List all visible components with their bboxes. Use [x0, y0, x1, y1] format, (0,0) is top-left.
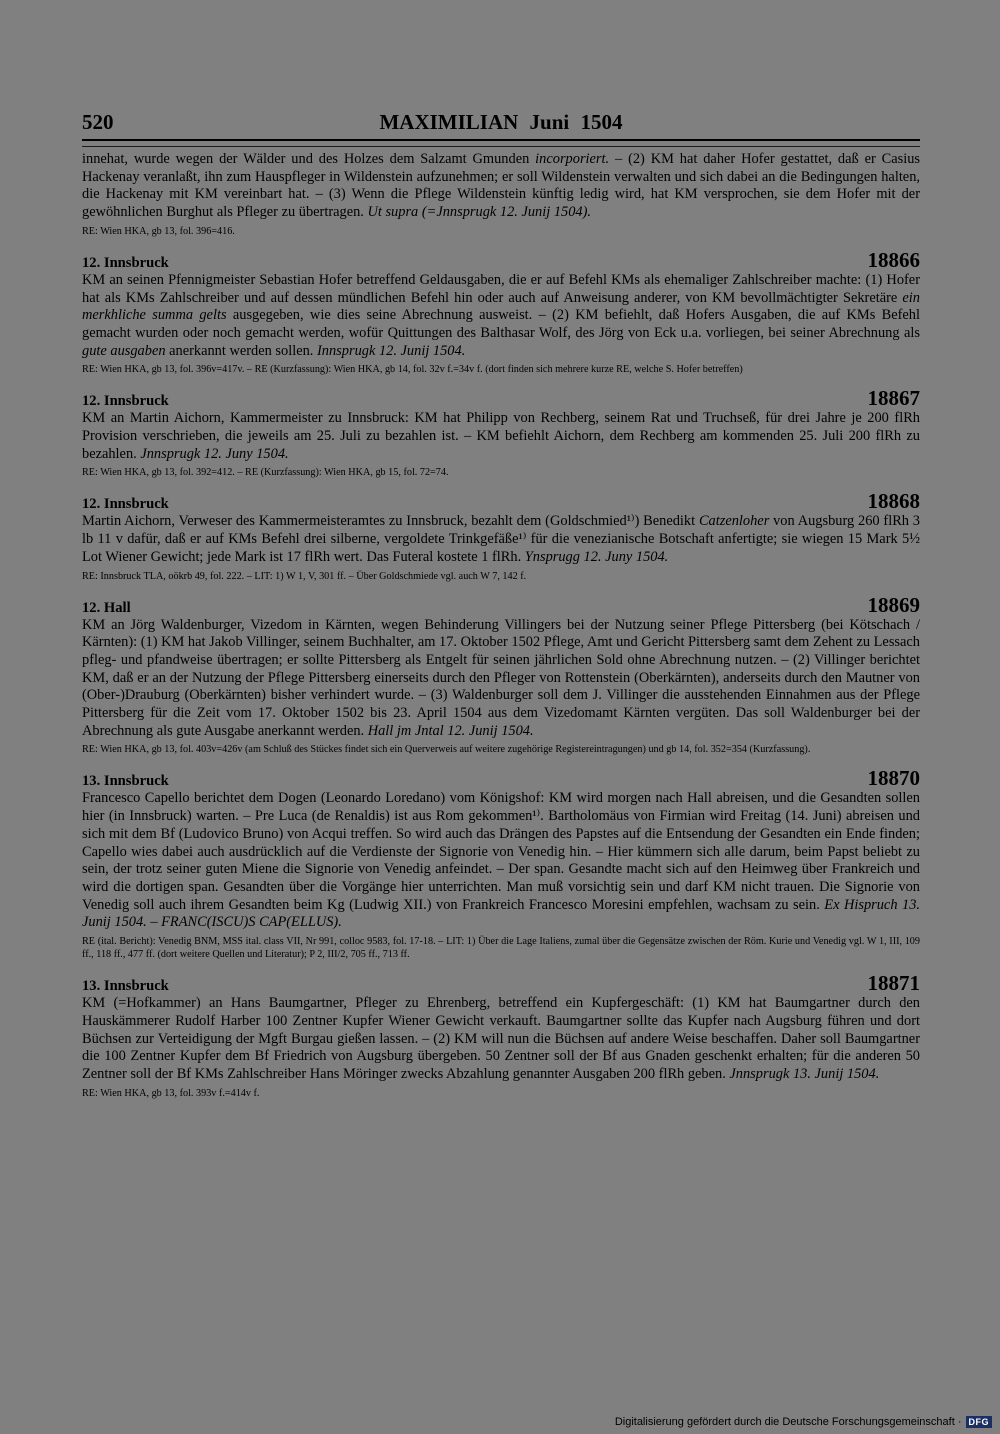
entry-re: RE: Wien HKA, gb 13, fol. 403v=426v (am Schluß des Stückes findet sich ein Querverweis auf weitere zugehörige Registereintragungen) und gb 14, fol. 352=354 (Kurzfassung).: [82, 744, 811, 756]
entry-text-a: Martin Aichorn, Verweser des Kammermeisteramtes zu Innsbruck, bezahlt dem (Goldschmied¹⁾) Benedikt: [82, 513, 699, 530]
entry-re: RE (ital. Bericht): Venedig BNM, MSS ital. class VII, Nr 991, colloc 9583, fol. 17-18. – LIT: 1) Über die Lage Italiens, zumal über die Gegensätze zwischen der Röm. Kurie und Venedig vgl. W 1, III, 109 ff., 118 ff., 477 ff. (dort weitere Quellen und Literatur); P 2, III/2, 705 ff., 713 ff.: [82, 936, 920, 961]
entry-18870: [82, 766, 920, 961]
entry-place: 12. Innsbruck: [82, 496, 169, 513]
running-title: MAXIMILIAN Juni 1504: [379, 110, 623, 134]
entry-text-italic-b: gute ausgaben: [82, 342, 166, 359]
entry-text-c: anerkannt werden sollen.: [165, 342, 317, 359]
entry-number: 18868: [867, 489, 920, 514]
entry-number: 18869: [867, 592, 920, 617]
entry-number: 18867: [867, 386, 920, 411]
entry-text: [82, 410, 920, 463]
header-rule-thin: [82, 146, 920, 147]
entry-place: 13. Innsbruck: [82, 773, 169, 790]
entry-re: RE: Innsbruck TLA, oökrb 49, fol. 222. – LIT: 1) W 1, V, 301 ff. – Über Goldschmiede vgl. auch W 7, 142 f.: [82, 570, 527, 582]
entry-18866: [82, 247, 920, 377]
intro-text-italic-a: incorporiert.: [535, 151, 610, 167]
entry-heading: [82, 386, 920, 411]
entry-place: 12. Innsbruck: [82, 254, 169, 271]
entry-text-italic-a: Jnnsprugk 12. Juny 1504.: [140, 445, 289, 462]
running-header: [82, 108, 920, 136]
entry-heading: [82, 592, 920, 617]
intro-block: [82, 151, 920, 238]
entry-text: [82, 272, 920, 361]
entry-18869: [82, 592, 920, 757]
entry-heading: [82, 766, 920, 791]
entry-text-italic-c: Innsprugk 12. Junij 1504.: [317, 342, 466, 359]
entry-heading: [82, 971, 920, 996]
funding-text: Digitalisierung gefördert durch die Deutsche Forschungsgemeinschaft ·: [614, 1416, 962, 1428]
entry-number: 18866: [867, 247, 920, 272]
entry-text-italic-a: Jnnsprugk 13. Junij 1504.: [729, 1065, 880, 1082]
entry-text-a: KM (=Hofkammer) an Hans Baumgartner, Pfleger zu Ehrenberg, betreffend ein Kupfergeschäft: (1) KM hat Baumgartner durch den Hauskämmerer Rudolf Harber 100 Zentner Kupfer Wiener Gewicht verkauft. Baumgartner sollte das Kupfer nach Augsburg führen und dort Büchsen zur Verteidigung der Mgft Burgau gießen lassen. – (2) KM will nun die Büchsen auf andere Weise beschaffen. Daher soll Baumgartner die 100 Zentner Kupfer dem Bf Friedrich von Augsburg übergeben. 50 Zentner soll der Bf aus Gnaden geschenkt erhalten; für die anderen 50 Zentner soll der Bf KMs Zahlschreiber Hans Möringer zwecks Abzahlung genannter Ausgaben 200 flRh geben.: [82, 995, 920, 1082]
intro-text-b: – (2) KM hat daher Hofer gestattet, daß er Casius Hackenay veranlaßt, ihn zum Hauspfleger in Wildenstein aufzunehmen; er soll Wildenstein verwalten und sich dabei an die Bedingungen halten, die Hackenay mit KM vereinbart hat. – (3) Wenn die Pflege Wildenstein künftig ledig wird, hat KM versprochen, sie dem Hofer mit der gewöhnlichen Burghut als Pfleger zu übertragen.: [82, 151, 921, 221]
entry-text: [82, 617, 920, 741]
entry-text-italic-a: ein merkhliche summa gelts: [82, 289, 920, 324]
entry-re: RE: Wien HKA, gb 13, fol. 396v=417v. – RE (Kurzfassung): Wien HKA, gb 14, fol. 32v f.=34v f. (dort finden sich mehrere kurze RE, welche S. Hofer betreffen): [82, 364, 743, 376]
entry-18867: [82, 386, 920, 479]
entry-18871: [82, 971, 920, 1100]
header-rule: [82, 139, 920, 141]
entry-text: [82, 790, 920, 932]
entry-text-italic-a: Ex Hispruch 13. Junij 1504. – FRANC(ISCU)S CAP(ELLUS).: [82, 896, 920, 931]
page: [82, 108, 920, 1100]
funding-footer: [615, 1416, 992, 1428]
entry-text-italic-a: Hall jm Jntal 12. Junij 1504.: [367, 722, 534, 739]
intro-re: RE: Wien HKA, gb 13, fol. 396=416.: [82, 225, 235, 237]
entry-text-a: KM an Martin Aichorn, Kammermeister zu Innsbruck: KM hat Philipp von Rechberg, seinem Rat und Truchseß, für drei Jahre je 200 flRh Provision verschrieben, die jeweils am 25. Juli zu bezahlen ist. – KM befiehlt Aichorn, dem Rechberg am kommenden 25. Juli 200 flRh zu bezahlen.: [82, 410, 920, 462]
entry-text-b: ausgegeben, wie dies seine Abrechnung ausweist. – (2) KM befiehlt, daß Hofers Ausgaben, die auf KMs Befehl gemacht wurden oder noch gemacht werden, wofür Quittungen des Balthasar Wolf, des Jörg von Eck u.a. vorliegen, bei seiner Abrechnung als: [82, 307, 920, 341]
entry-text: [82, 995, 920, 1084]
intro-text: [82, 151, 920, 222]
entry-text-italic-b: Ynsprugg 12. Juny 1504.: [524, 548, 669, 565]
entry-text-a: KM an seinen Pfennigmeister Sebastian Hofer betreffend Geldausgaben, die er auf Befehl KMs als ehemaliger Zahlschreiber machte: (1) Hofer hat als KMs Zahlschreiber und auf dessen mündlichen Befehl hin oder auch auf Anweisung anderer, von KM bevollmächtigter Sekretäre: [82, 271, 920, 306]
entry-18868: [82, 489, 920, 582]
entry-text-a: KM an Jörg Waldenburger, Vizedom in Kärnten, wegen Behinderung Villingers bei der Nutzung seiner Pflege Pittersberg (bei Kötschach / Kärnten): (1) KM hat Jakob Villinger, seinem Buchhalter, am 17. Oktober 1502 Pflege, Amt und Gericht Pittersberg samt dem Zehent zu Lessach pfleg- und pfandweise übertragen; er sollte Pittersberg als Entgelt für seinen jährlichen Sold ohne Abrechnung nutzen. – (2) Villinger berichtet KM, daß er an der Nutzung der Pflege Pittersberg einerseits durch den Pfleger von Rottenstein (Oberkärnten), anderseits durch den Mautner von (Ober-)Drauburg (Oberkärnten) bisher verhindert wurde. – (3) Waldenburger soll dem J. Villinger die ausstehenden Einnahmen aus der Pflege Pittersberg für die Zeit vom 17. Oktober 1502 bis 23. April 1504 aus dem Vizedomamt Kärnten vergüten. Das soll Waldenburger bei der Abrechnung als gute Ausgabe anerkannt werden.: [82, 616, 920, 739]
entry-place: 13. Innsbruck: [82, 978, 169, 995]
entry-text-b: von Augsburg 260 flRh 3 lb 11 v dafür, daß er auf KMs Befehl drei silberne, vergoldete Trinkgefäße¹⁾ für die venezianische Botschaft anfertigte; sie wiegen 15 Mark 5½ Lot Wiener Gewicht; jede Mark ist 17 flRh wert. Das Futeral kostete 1 flRh.: [82, 513, 920, 565]
entry-text: [82, 513, 920, 566]
entry-heading: [82, 247, 920, 272]
intro-text-a: innehat, wurde wegen der Wälder und des Holzes dem Salzamt Gmunden: [82, 151, 536, 167]
entry-place: 12. Hall: [82, 599, 131, 616]
entry-re: RE: Wien HKA, gb 13, fol. 393v f.=414v f.: [82, 1087, 260, 1099]
dfg-logo-icon: DFG: [966, 1416, 993, 1428]
entry-heading: [82, 489, 920, 514]
intro-text-italic-b: Ut supra (=Jnnsprugk 12. Junij 1504).: [367, 204, 592, 221]
page-number: 520: [82, 110, 114, 134]
entry-text-italic-a: Catzenloher: [698, 513, 770, 530]
entry-number: 18871: [867, 971, 920, 996]
entry-place: 12. Innsbruck: [82, 393, 169, 410]
entry-number: 18870: [867, 766, 920, 791]
entry-text-a: Francesco Capello berichtet dem Dogen (Leonardo Loredano) vom Königshof: KM wird morgen nach Hall abreisen, und die Gesandten sollen hier (in Innsbruck) warten. – Pre Luca (de Renaldis) ist aus Rom gekommen¹⁾. Bartholomäus von Firmian wird Freitag (14. Juni) abreisen und sich mit dem Bf (Ludovico Bruno) von Acqui treffen. So wird auch das Drängen des Papstes auf die Entsendung der Gesandten ein Ende finden; Capello wies dabei auch ausdrücklich auf die Verdienste der Signorie von Venedig hin. – Hier kümmern sich alle darum, beim Papst beliebt zu sein, der trotz seiner guten Miene die Signorie von Venedig anfeindet. – Der span. Gesandte macht sich auf den Heimweg über Frankreich und wird die dortigen span. Gesandten über die Vorgänge hier unterrichten. Man muß vorsichtig sein und darf KM nicht trauen. Die Signorie von Venedig soll auch ihrem Gesandten beim Kg (Ludwig XII.) von Frankreich Francesco Moresini empfehlen, wachsam zu sein.: [82, 790, 920, 913]
entry-re: RE: Wien HKA, gb 13, fol. 392=412. – RE (Kurzfassung): Wien HKA, gb 15, fol. 72=74.: [82, 467, 449, 479]
